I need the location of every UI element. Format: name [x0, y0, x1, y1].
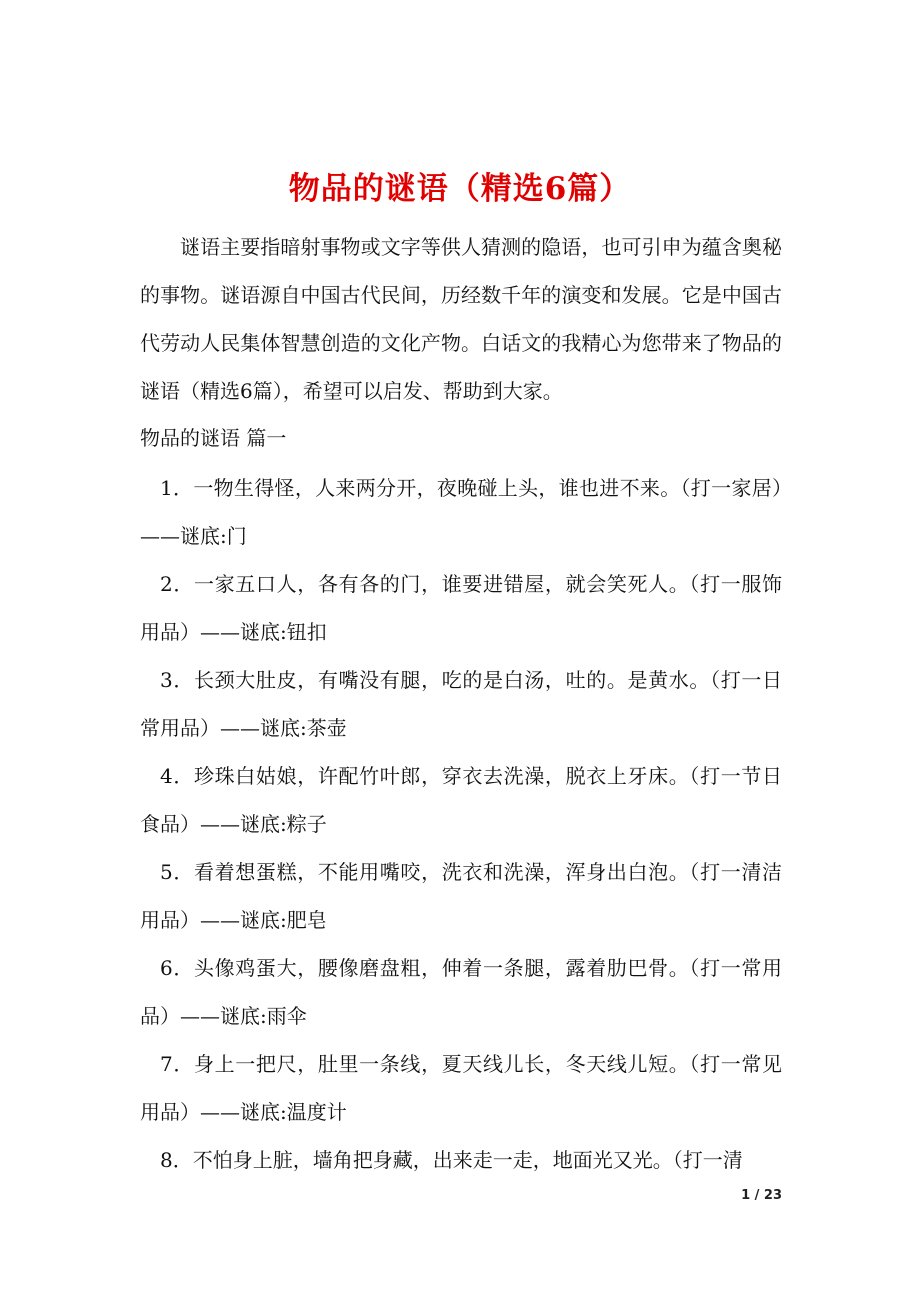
riddle-item: 4．珍珠白姑娘，许配竹叶郎，穿衣去洗澡，脱衣上牙床。（打一节日食品）——谜底:粽子: [140, 764, 782, 836]
riddle-item: 2．一家五口人，各有各的门，谁要进错屋，就会笑死人。（打一服饰用品）——谜底:钮扣: [140, 572, 782, 644]
riddle-item: 8．不怕身上脏，墙角把身藏，出来走一走，地面光又光。（打一清: [160, 1148, 743, 1172]
document-title: 物品的谜语（精选6篇）: [288, 170, 632, 207]
riddle-item: 5．看着想蛋糕，不能用嘴咬，洗衣和洗澡，浑身出白泡。（打一清洁用品）——谜底:肥皂: [140, 860, 782, 932]
riddle-item: 1．一物生得怪，人来两分开，夜晚碰上头，谁也进不来。（打一家居）——谜底:门: [140, 476, 782, 548]
riddle-item: 7．身上一把尺，肚里一条线，夏天线儿长，冬天线儿短。（打一常见用品）——谜底:温度计: [140, 1052, 782, 1124]
section-heading: 物品的谜语 篇一: [140, 426, 287, 450]
page-number: 1 / 23: [741, 1188, 782, 1203]
riddle-item: 6．头像鸡蛋大，腰像磨盘粗，伸着一条腿，露着肋巴骨。（打一常用品）——谜底:雨伞: [140, 956, 782, 1028]
intro-paragraph: 谜语主要指暗射事物或文字等供人猜测的隐语，也可引申为蕴含奥秘的事物。谜语源自中国古代民间，历经数千年的演变和发展。它是中国古代劳动人民集体智慧创造的文化产物。白话文的我精心为您带来了物品的谜语（精选6篇），希望可以启发、帮助到大家。: [140, 235, 782, 403]
riddle-item: 3．长颈大肚皮，有嘴没有腿，吃的是白汤，吐的。是黄水。（打一日常用品）——谜底:茶壶: [140, 668, 782, 740]
